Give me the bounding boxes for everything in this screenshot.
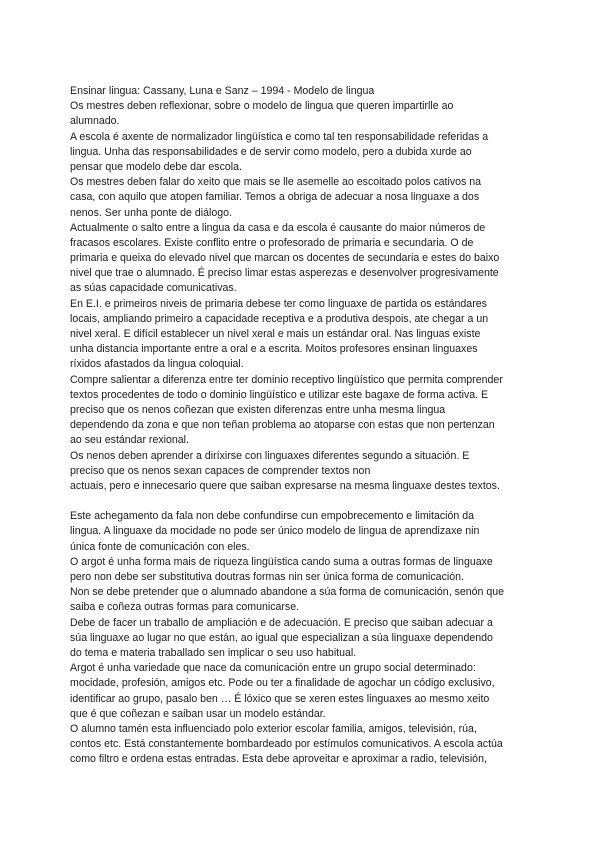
- text-line: unha distancia importante entre a oral e a escrita. Moitos profesores ensinan linguaxes: [70, 343, 478, 356]
- text-line: Debe de facer un traballo de ampliación e de adecuación. E preciso que saiban adecuar a: [70, 616, 493, 629]
- text-line: contos etc. Está constantemente bombardeado por estímulos comunicativos. A escola actúa: [70, 738, 503, 751]
- text-line: Non se debe pretender que o alumnado abandone a súa forma de comunicación, senón que: [70, 586, 505, 599]
- text-line: do tema e materia traballado sen implicar o seu uso habitual.: [70, 646, 357, 659]
- text-line: Actualmente o salto entre a lingua da casa e da escola é causante do maior números de: [70, 221, 486, 234]
- text-line: que é que coñezan e saiban usar un modelo estándar.: [70, 707, 326, 720]
- text-line: textos procedentes de todo o dominio lingüístico e utilizar este bagaxe de forma activa. E: [70, 388, 489, 401]
- text-line: alumnado.: [70, 115, 120, 128]
- text-line: única fonte de comunicación con eles.: [70, 540, 250, 553]
- text-line: casa, con aquilo que atopen familiar. Temos a obriga de adecuar a nosa linguaxe a dos: [70, 191, 480, 204]
- text-line: primaria e queixa do elevado nivel que marcan os docentes de secundaria e estes do baixo: [70, 252, 500, 265]
- text-line: identificar ao grupo, pasalo ben … É lóxico que se xeren estes linguaxes ao mesmo xeito: [70, 692, 490, 705]
- text-line: pero non debe ser substitutiva doutras formas nin ser única forma de comunicación.: [70, 571, 464, 583]
- text-line: lingua. Unha das responsabilidades e de servir como modelo, pero a dubida xurde ao: [70, 145, 472, 158]
- text-line: dependendo da zona e que non teñan problema ao atoparse con estas que non pertenzan: [70, 419, 495, 432]
- text-line: Os mestres deben reflexionar, sobre o modelo de lingua que queren impartirlle ao: [70, 100, 454, 113]
- text-line: Os mestres deben falar do xeito que mais se lle asemelle ao escoitado polos cativos na: [70, 176, 482, 189]
- text-line: En E.I. e primeiros niveis de primaria debese ter como linguaxe de partida os estándares: [70, 297, 487, 310]
- text-line: as súas capacidade comunicativas.: [70, 282, 237, 295]
- text-line: fracasos escolares. Existe conflito entre o profesorado de primaria e secundaria. O de: [70, 236, 474, 249]
- text-line: nivel xeral. E difícil establecer un nivel xeral e mais un estándar oral. Nas linguas existe: [70, 328, 481, 340]
- document-body: [70, 84, 530, 767]
- text-line: pensar que modelo debe dar escola.: [70, 160, 242, 173]
- document-section-1: [70, 84, 530, 494]
- text-line: Este achegamento da fala non debe confundirse cun empobrecemento e limitación da: [70, 510, 475, 523]
- text-line: Argot é unha variedade que nace da comunicación entre un grupo social determinado:: [70, 662, 476, 675]
- text-line: A escola é axente de normalizador lingüística e como tal ten responsabilidade referidas a: [70, 130, 489, 143]
- text-line: nenos. Ser unha ponte de diálogo.: [70, 206, 232, 219]
- text-line: Ensinar lingua: Cassany, Luna e Sanz – 1994 - Modelo de lingua: [70, 85, 375, 97]
- text-line: actuais, pero e innecesario quere que saiban expresarse na mesma linguaxe destes textos.: [70, 479, 500, 492]
- text-line: ríxidos afastados da lingua coloquial.: [70, 358, 244, 371]
- text-line: mocidade, profesión, amigos etc. Pode ou ter a finalidade de agochar un código exclusivo,: [70, 677, 495, 690]
- text-line: locais, ampliando primeiro a capacidade receptiva e a produtiva despois, ate chegar a un: [70, 312, 489, 325]
- text-line: nivel que trae o alumnado. É preciso limar estas asperezas e desenvolver progresivamente: [70, 267, 499, 280]
- text-line: preciso que os nenos coñezan que existen diferenzas entre unha mesma lingua: [70, 403, 446, 416]
- text-line: O argot é unha forma mais de riqueza lingüística cando suma a outras formas de linguaxe: [70, 555, 493, 568]
- paragraph-gap: [70, 494, 530, 509]
- text-line: Compre salientar a diferenza entre ter dominio receptivo lingüístico que permita comprender: [70, 373, 503, 386]
- text-line: saiba e coñeza outras formas para comunicarse.: [70, 601, 300, 614]
- text-line: súa linguaxe ao lugar no que están, ao igual que especializan a súa linguaxe dependendo: [70, 631, 493, 644]
- document-section-2: [70, 509, 530, 767]
- text-line: lingua. A linguaxe da mocidade no pode ser único modelo de lingua de aprendizaxe nin: [70, 525, 480, 538]
- text-line: como filtro e ordena estas entradas. Esta debe aproveitar e aproximar a radio, televisión,: [70, 753, 487, 766]
- text-line: O alumno tamén esta influenciado polo exterior escolar familia, amigos, televisión, rúa,: [70, 722, 477, 735]
- text-line: Os nenos deben aprender a diríxirse con linguaxes diferentes segundo a situación. E: [70, 449, 470, 462]
- text-line: preciso que os nenos sexan capaces de comprender textos non: [70, 464, 371, 477]
- text-line: ao seu estándar rexional.: [70, 434, 189, 447]
